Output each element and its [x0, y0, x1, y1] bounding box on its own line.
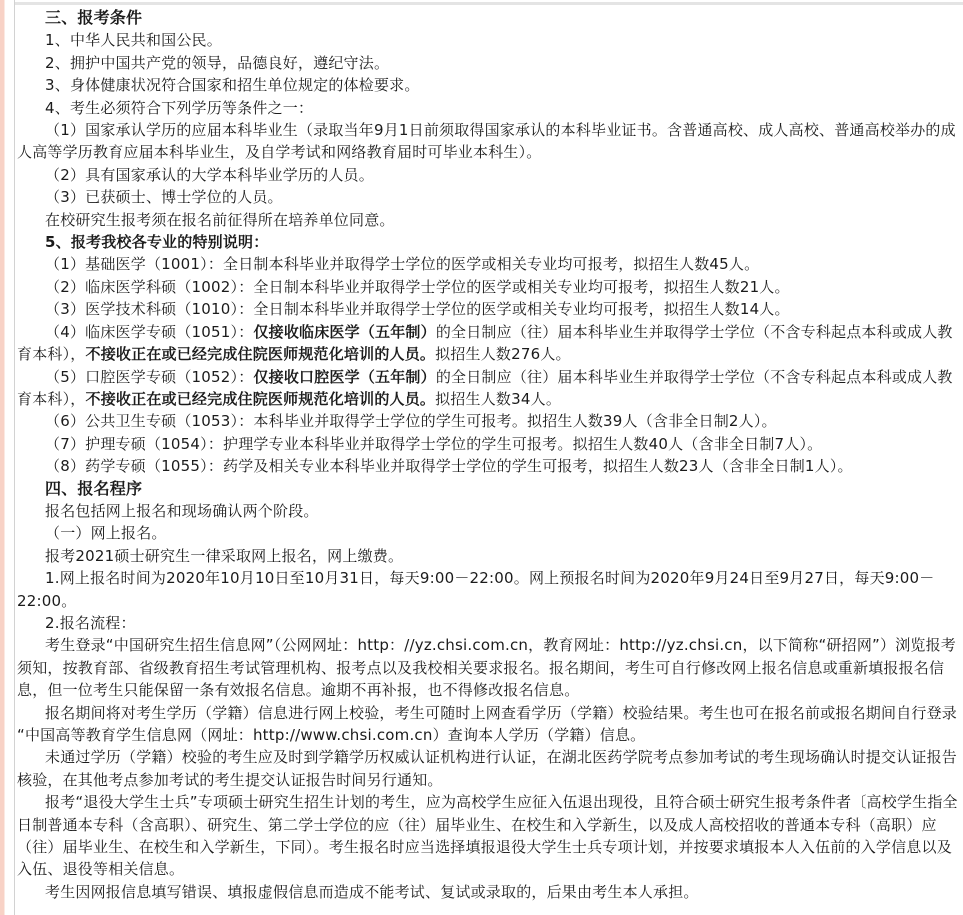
text-run: 未通过学历（学籍）校验的考生应及时到学籍学历权威认证机构进行认证，在湖北医药学院考点参加考试的考生现场确认时提交认证报告核验，在其他考点参加考试的考生提交认证报告时间另行通知。 — [17, 748, 958, 789]
text-run: 报考2021硕士研究生一律采取网上报名，网上缴费。 — [45, 546, 404, 565]
text-run: （5）口腔医学专硕（1052）： — [45, 367, 254, 386]
paragraph — [17, 298, 959, 320]
text-run: 拟招生人数34人。 — [435, 389, 562, 408]
text-run: 报名包括网上报名和现场确认两个阶段。 — [45, 501, 319, 520]
left-vertical-rule — [14, 0, 15, 915]
text-run: （6）公共卫生专硕（1053）：本科毕业并取得学士学位的学生可报考。拟招生人数39人（含非全日制2人）。 — [45, 412, 777, 431]
paragraph — [17, 612, 959, 634]
text-run: 考生登录“中国研究生招生信息网”（公网网址：http：//yz.chsi.com.cn，教育网址：http://yz.chsi.cn，以下简称“研招网”）浏览报考须知，按教育部、省级教育招生考试管理机构、报考点以及我校相关要求报名。报名期间，考生可自行修改网上报名信息或重新填报报名信息，但一位考生只能保留一条有效报名信息。逾期不再补报，也不得修改报名信息。 — [17, 636, 956, 700]
text-run: 2.报名流程： — [45, 613, 136, 632]
section-heading — [17, 478, 959, 500]
text-run: 报考“退役大学生士兵”专项硕士研究生招生计划的考生，应为高校学生应征入伍退出现役，且符合硕士研究生报考条件者〔高校学生指全日制普通本专科（含高职）、研究生、第二学士学位的应（往）届毕业生、在校生和入学新生，以及成人高校招收的普通本专科（高职）应（往）届毕业生、在校生和入学新生，下同）。考生报名时应当选择填报退役大学生士兵专项计划，并按要求填报本人入伍前的入学信息以及入伍、退役等相关信息。 — [17, 793, 958, 879]
paragraph — [17, 52, 959, 74]
text-run: （2）临床医学科硕（1002）：全日制本科毕业并取得学士学位的医学或相关专业均可报考，拟招生人数21人。 — [45, 277, 790, 296]
paragraph — [17, 881, 959, 903]
bold-emphasis-run: 仅接收口腔医学（五年制） — [253, 367, 436, 386]
left-strip-edge — [4, 0, 5, 915]
paragraph — [17, 545, 959, 567]
paragraph — [17, 97, 959, 119]
paragraph — [17, 522, 959, 544]
bold-emphasis-run: 三、报考条件 — [45, 8, 143, 27]
text-run: 考生因网报信息填写错误、填报虚假信息而造成不能考试、复试或录取的，后果由考生本人承担。 — [45, 882, 699, 901]
paragraph — [17, 634, 959, 701]
text-run: 在校研究生报考须在报名前征得所在培养单位同意。 — [45, 210, 395, 229]
paragraph — [17, 366, 959, 411]
text-run: 报名期间将对考生学历（学籍）信息进行网上校验，考生可随时上网查看学历（学籍）校验结果。考生也可在报名前或报名期间自行登录“中国高等教育学生信息网（网址：http://www.chsi.com.cn）查询本人学历（学籍）信息。 — [17, 703, 958, 744]
text-run: （2）具有国家承认的大学本科毕业学历的人员。 — [45, 165, 374, 184]
paragraph — [17, 791, 959, 881]
paragraph — [17, 119, 959, 164]
paragraph — [17, 253, 959, 275]
paragraph — [17, 321, 959, 366]
text-run: （3）医学技术科硕（1010）：全日制本科毕业并取得学士学位的医学或相关专业均可报考，拟招生人数14人。 — [45, 300, 790, 319]
paragraph — [17, 433, 959, 455]
text-run: （7）护理专硕（1054）：护理学专业本科毕业并取得学士学位的学生可报考。拟招生人数40人（含非全日制7人）。 — [45, 434, 823, 453]
text-run: 拟招生人数276人。 — [435, 345, 571, 364]
text-run: 的全日制应（往）届本科毕业生并取得学士学位（不含专科起点本科或成人教育本科）， — [17, 322, 953, 364]
bold-emphasis-run: 不接收正在或已经完成住院医师规范化培训的人员。 — [85, 389, 436, 408]
paragraph — [17, 702, 959, 747]
paragraph — [17, 500, 959, 522]
paragraph — [17, 74, 959, 96]
text-run: （1）国家承认学历的应届本科毕业生（录取当年9月1日前须取得国家承认的本科毕业证书。含普通高校、成人高校、普通高校举办的成人高等学历教育应届本科毕业生，及自学考试和网络教育届时可毕业本科生）。 — [17, 121, 956, 162]
text-run: （4）临床医学专硕（1051）： — [45, 322, 254, 341]
text-run: 4、考生必须符合下列学历等条件之一： — [45, 98, 314, 117]
text-run: 的全日制应（往）届本科毕业生并取得学士学位（不含专科起点本科或成人教育本科）， — [17, 367, 953, 408]
paragraph — [17, 567, 959, 612]
text-run: （3）已获硕士、博士学位的人员。 — [45, 188, 283, 207]
paragraph — [17, 746, 959, 791]
text-run: 1、中华人民共和国公民。 — [45, 31, 222, 50]
text-run: 3、身体健康状况符合国家和招生单位规定的体检要求。 — [45, 76, 420, 95]
sub-heading — [17, 231, 959, 253]
text-run: （8）药学专硕（1055）：药学及相关专业本科毕业并取得学士学位的学生可报考，拟招生人数23人（含非全日制1人）。 — [45, 457, 853, 476]
paragraph — [17, 455, 959, 477]
bold-emphasis-run: 5、报考我校各专业的特别说明： — [45, 233, 269, 252]
paragraph — [17, 29, 959, 51]
paragraph — [17, 410, 959, 432]
text-run: 2、拥护中国共产党的领导，品德良好，遵纪守法。 — [45, 53, 390, 72]
document-body — [17, 0, 963, 915]
bold-emphasis-run: 四、报名程序 — [45, 478, 143, 498]
text-run: （一）网上报名。 — [45, 524, 167, 543]
section-heading — [17, 7, 959, 29]
bold-emphasis-run: 仅接收临床医学（五年制） — [253, 322, 436, 341]
text-run: （1）基础医学（1001）：全日制本科毕业并取得学士学位的医学或相关专业均可报考，拟招生人数45人。 — [45, 255, 760, 274]
bold-emphasis-run: 不接收正在或已经完成住院医师规范化培训的人员。 — [85, 345, 436, 364]
text-run: 1.网上报名时间为2020年10月10日至10月31日，每天9:00－22:00。网上预报名时间为2020年9月24日至9月27日，每天9:00－22:00。 — [17, 569, 935, 610]
paragraph — [17, 209, 959, 231]
paragraph — [17, 164, 959, 186]
paragraph — [17, 276, 959, 298]
paragraph — [17, 186, 959, 208]
